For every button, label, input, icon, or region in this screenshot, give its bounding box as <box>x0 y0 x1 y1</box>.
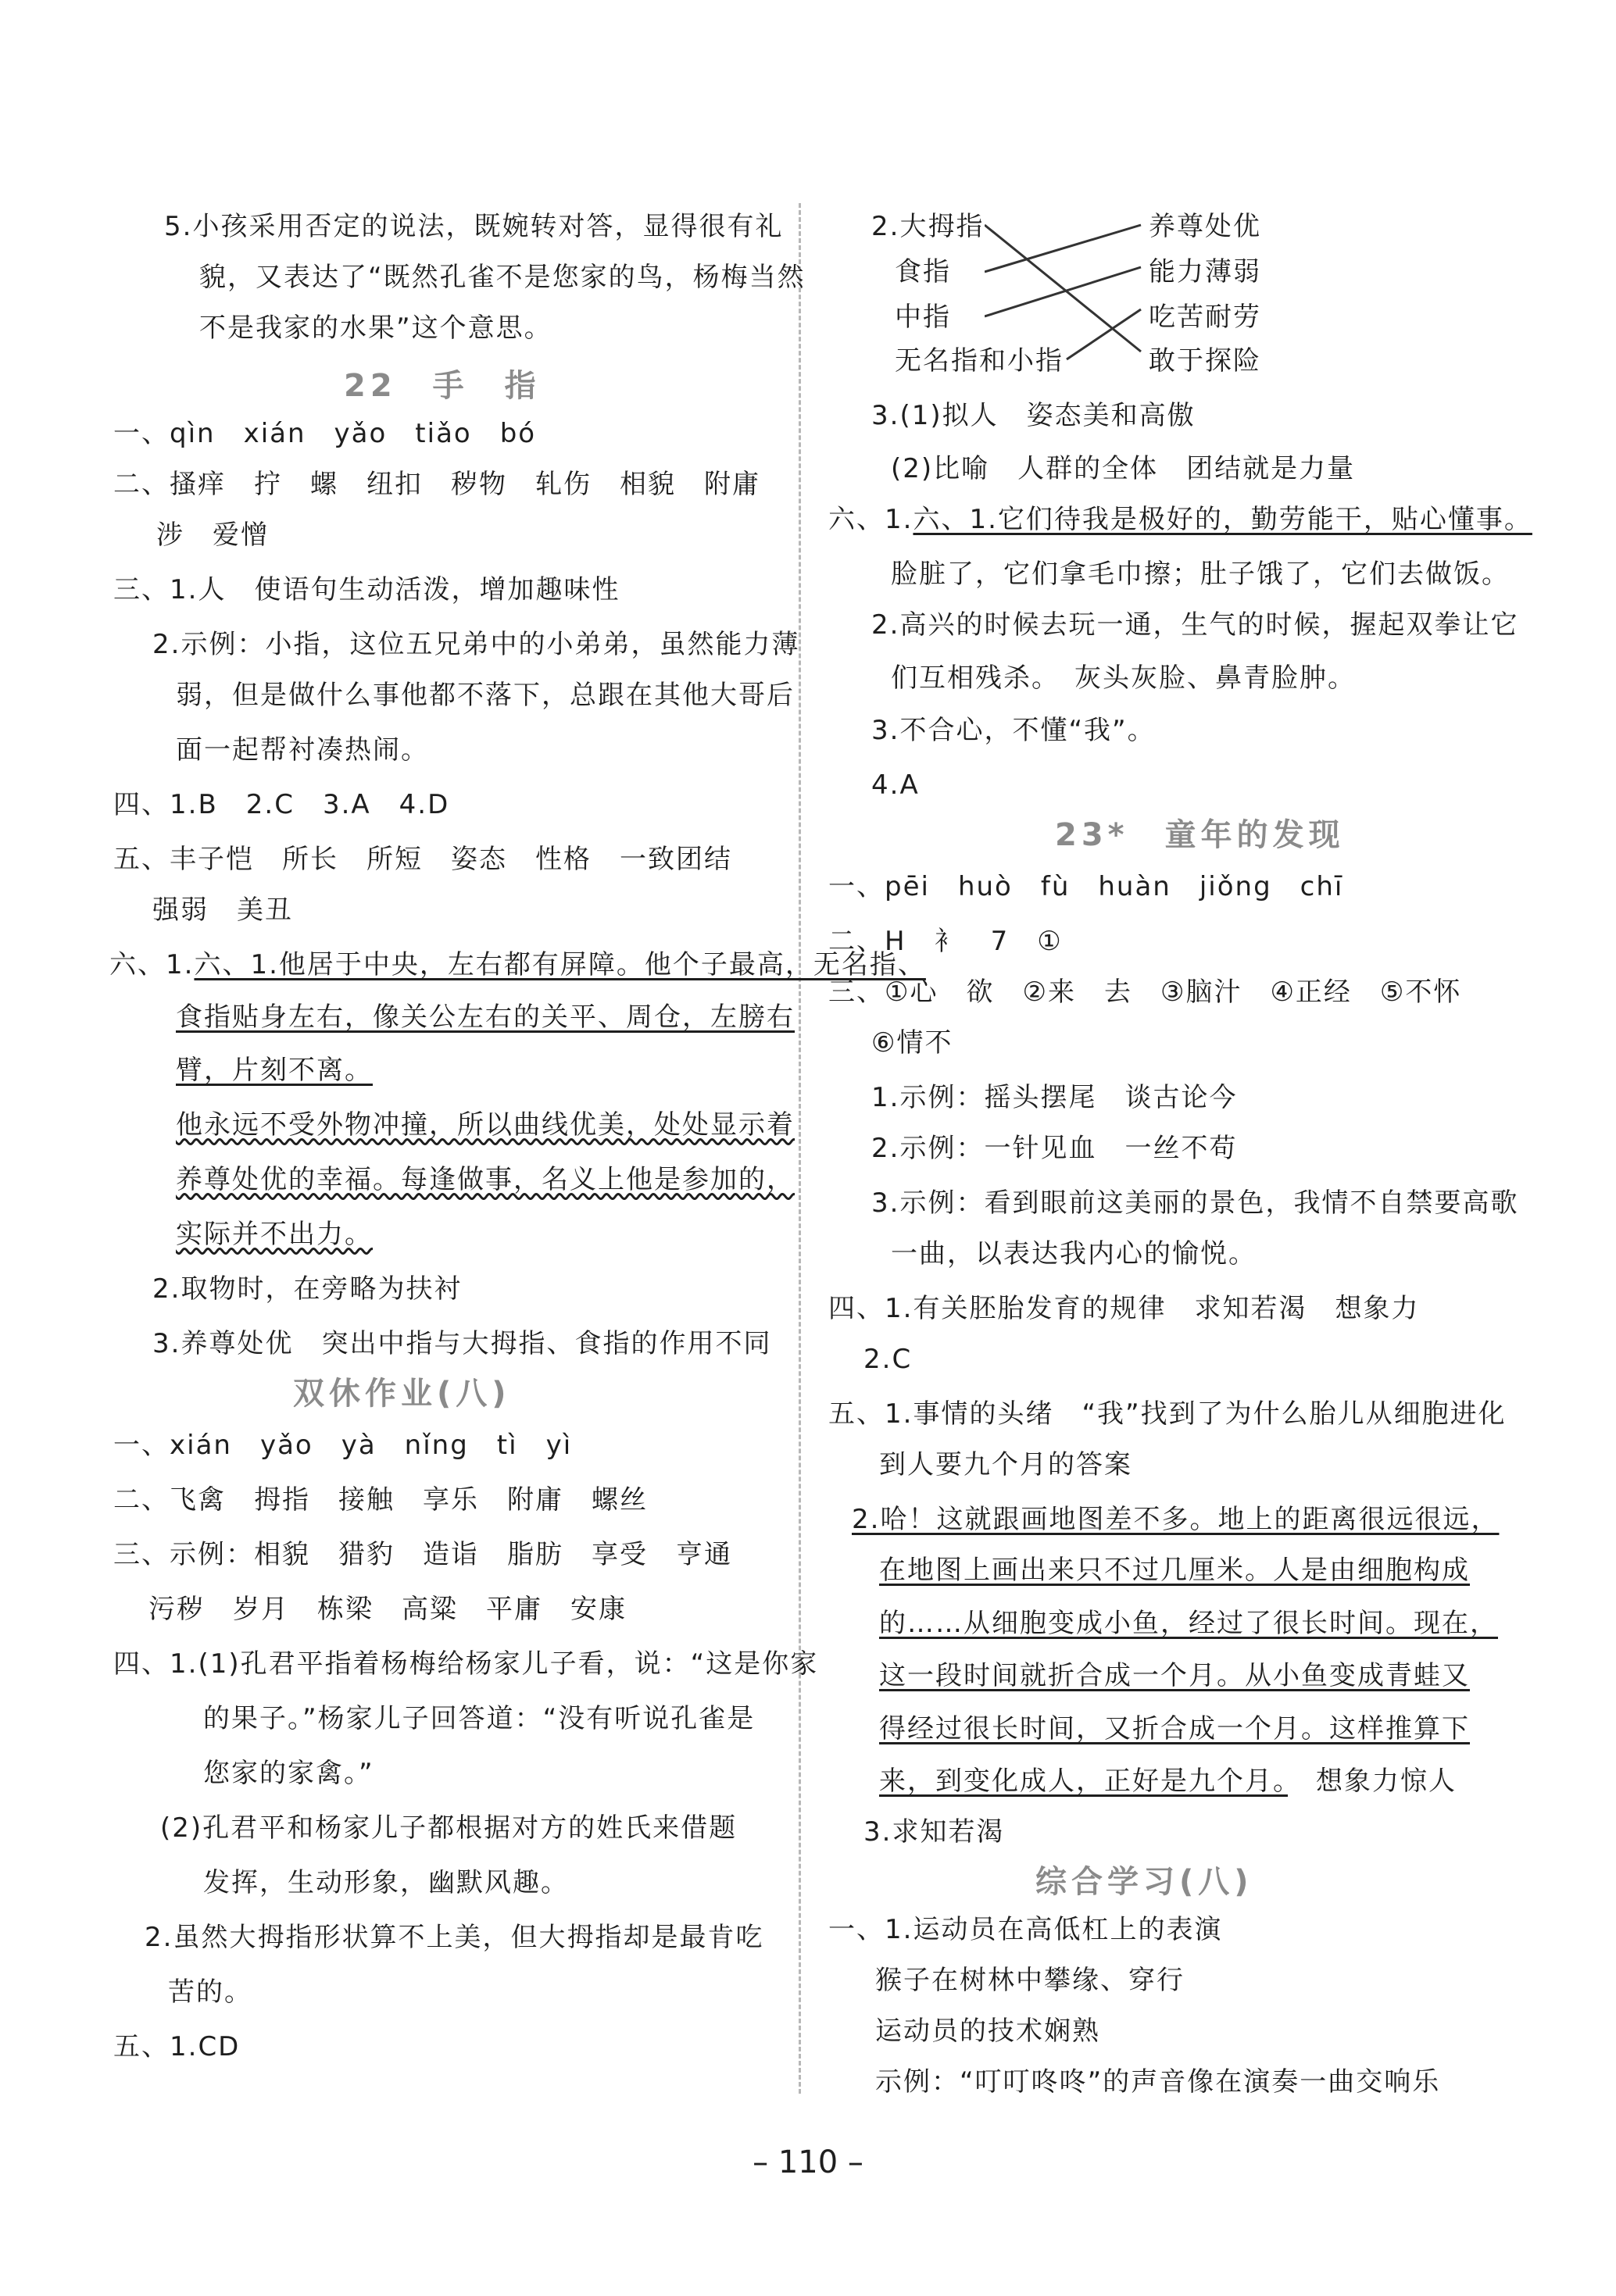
answer-line: 5.小孩采用否定的说法，既婉转对答，显得很有礼 <box>164 211 784 242</box>
match-right-item: 养尊处优 <box>1149 211 1261 242</box>
underlined-text: 臂，片刻不离。 <box>176 1055 373 1086</box>
match-line <box>985 267 1141 316</box>
answer-line: 五、1.事情的头绪 “我”找到了为什么胎儿从细胞进化 <box>828 1398 1507 1430</box>
match-left-item: 食指 <box>895 256 951 287</box>
answer-line: 2.示例：小指，这位五兄弟中的小弟弟，虽然能力薄 <box>152 629 800 660</box>
answer-line: 四、1.有关胚胎发育的规律 求知若渴 想象力 <box>828 1293 1420 1324</box>
answer-line: 五、丰子恺 所长 所短 姿态 性格 一致团结 <box>113 844 732 875</box>
answer-line: 2.示例：一针见血 一丝不苟 <box>871 1133 1238 1164</box>
weekend-homework-title: 双休作业(八) <box>293 1376 511 1412</box>
answer-line <box>176 1002 795 1034</box>
answer-line: 涉 爱憎 <box>156 520 269 551</box>
answer-line: 六、1.六、1.它们待我是极好的，勤劳能干，贴心懂事。 <box>828 504 1532 535</box>
answer-line: 一曲，以表达我内心的愉悦。 <box>891 1238 1257 1269</box>
answer-line: 三、1.人 使语句生动活泼，增加趣味性 <box>113 574 620 605</box>
underlined-text: 六、1.它们待我是极好的，勤劳能干，贴心懂事。 <box>913 504 1532 535</box>
answer-line <box>879 1660 1470 1692</box>
answer-line: 3.(1)拟人 姿态美和高傲 <box>871 400 1196 431</box>
answer-line: 发挥，生动形象，幽默风趣。 <box>203 1867 569 1898</box>
answer-line <box>879 1555 1470 1587</box>
answer-line: 强弱 美丑 <box>152 894 293 926</box>
answer-line: 面一起帮衬凑热闹。 <box>176 734 429 766</box>
answer-line: 3.不合心，不懂“我”。 <box>871 715 1156 746</box>
match-left-item: 无名指和小指 <box>895 345 1064 377</box>
match-right-item: 吃苦耐劳 <box>1149 302 1261 333</box>
answer-line: 们互相残杀。 灰头灰脸、鼻青脸肿。 <box>891 662 1356 694</box>
answer-line: 弱，但是做什么事他都不落下，总跟在其他大哥后 <box>176 680 795 711</box>
answer-line: 脸脏了，它们拿毛巾擦；肚子饿了，它们去做饭。 <box>891 559 1510 590</box>
match-line <box>985 225 1141 352</box>
answer-line: 三、①心 欲 ②来 去 ③脑汁 ④正经 ⑤不怀 <box>828 977 1462 1008</box>
answer-line <box>879 1608 1498 1640</box>
answer-line <box>852 1504 1499 1536</box>
answer-line: 三、示例：相貌 猎豹 造诣 脂肪 享受 亨通 <box>113 1539 732 1570</box>
answer-line: 二、搔痒 拧 螺 纽扣 秽物 轧伤 相貌 附庸 <box>113 469 760 500</box>
wavy-underlined-text: 实际并不出力。 <box>176 1219 373 1250</box>
answer-line: 不是我家的水果”这个意思。 <box>199 312 552 344</box>
answer-line: 到人要九个月的答案 <box>879 1449 1132 1480</box>
underlined-text: 食指贴身左右，像关公左右的关平、周仓，左膀右 <box>176 1002 795 1033</box>
answer-line: 运动员的技术娴熟 <box>875 2016 1100 2047</box>
answer-line <box>176 1055 373 1087</box>
answer-line: 3.养尊处优 突出中指与大拇指、食指的作用不同 <box>152 1328 772 1359</box>
underlined-text: 2.哈！这就跟画地图差不多。地上的距离很远很远， <box>852 1504 1500 1535</box>
answer-line <box>176 1164 795 1196</box>
wavy-underlined-text: 养尊处优的幸福。每逢做事，名义上他是参加的， <box>176 1164 795 1195</box>
lesson-22-title: 22 手 指 <box>344 368 541 404</box>
underlined-text: 这一段时间就折合成一个月。从小鱼变成青蛙又 <box>879 1660 1470 1691</box>
lesson-23-title: 23* 童年的发现 <box>1055 817 1345 853</box>
answer-line: 4.A <box>871 769 920 801</box>
match-left-item: 2.大拇指 <box>871 211 985 242</box>
answer-line: 猴子在树林中攀缘、穿行 <box>875 1965 1185 1996</box>
answer-line: 2.C <box>863 1344 913 1375</box>
answer-line: 3.示例：看到眼前这美丽的景色，我情不自禁要高歌 <box>871 1187 1519 1219</box>
answer-line: 五、1.CD <box>113 2031 241 2062</box>
answer-line: 的果子。”杨家儿子回答道：“没有听说孔雀是 <box>203 1703 756 1734</box>
answer-line: 污秽 岁月 栋梁 高粱 平庸 安康 <box>148 1594 627 1625</box>
answer-line: ⑥情不 <box>871 1027 953 1059</box>
answer-line: (2)比喻 人群的全体 团结就是力量 <box>891 453 1356 484</box>
answer-line <box>176 1219 373 1251</box>
answer-line <box>879 1713 1470 1745</box>
answer-line: 3.求知若渴 <box>863 1816 1005 1848</box>
answer-line: 2.高兴的时候去玩一通，生气的时候，握起双拳让它 <box>871 609 1519 641</box>
answer-line: 1.示例：摇头摆尾 谈古论今 <box>871 1082 1238 1113</box>
answer-line: 一、1.运动员在高低杠上的表演 <box>828 1914 1223 1945</box>
answer-line: 二、H 衤 7 ① <box>828 926 1063 957</box>
underlined-text: 得经过很长时间，又折合成一个月。这样推算下 <box>879 1713 1470 1744</box>
match-line <box>1067 309 1141 359</box>
answer-line: 示例：“叮叮咚咚”的声音像在演奏一曲交响乐 <box>875 2066 1441 2098</box>
answer-line: 四、1.(1)孔君平指着杨梅给杨家儿子看，说：“这是你家 <box>113 1648 819 1680</box>
underlined-text: 的……从细胞变成小鱼，经过了很长时间。现在， <box>879 1608 1498 1639</box>
answer-line: 六、1.六、1.他居于中央，左右都有屏障。他个子最高，无名指、 <box>109 949 926 980</box>
answer-line: 二、飞禽 拇指 接触 享乐 附庸 螺丝 <box>113 1484 648 1516</box>
answer-line: 貌，又表达了“既然孔雀不是您家的鸟，杨梅当然 <box>199 262 806 293</box>
match-line <box>985 225 1141 272</box>
underlined-text: 在地图上画出来只不过几厘米。人是由细胞构成 <box>879 1555 1470 1586</box>
underlined-text: 六、1.他居于中央，左右都有屏障。他个子最高，无名指、 <box>194 949 926 980</box>
match-right-item: 敢于探险 <box>1149 345 1261 377</box>
answer-line: 一、pēi huò fù huàn jiǒng chī <box>828 871 1344 902</box>
answer-line: 2.取物时，在旁略为扶衬 <box>152 1273 463 1305</box>
column-divider <box>799 203 801 2094</box>
answer-text: 想象力惊人 <box>1316 1766 1457 1797</box>
answer-line <box>879 1766 1457 1798</box>
integrated-study-title: 综合学习(八) <box>1035 1864 1253 1900</box>
answer-line <box>176 1109 795 1141</box>
wavy-underlined-text: 他永远不受外物冲撞，所以曲线优美，处处显示着 <box>176 1109 795 1141</box>
match-right-item: 能力薄弱 <box>1149 256 1261 287</box>
answer-line: (2)孔君平和杨家儿子都根据对方的姓氏来借题 <box>160 1812 738 1844</box>
answer-line: 一、qìn xián yǎo tiǎo bó <box>113 418 537 449</box>
match-left-item: 中指 <box>895 302 951 333</box>
page-number: – 110 – <box>753 2144 863 2180</box>
answer-line: 您家的家禽。” <box>203 1758 374 1789</box>
answer-line: 四、1.B 2.C 3.A 4.D <box>113 789 450 820</box>
answer-line: 2.虽然大拇指形状算不上美，但大拇指却是最肯吃 <box>145 1922 764 1953</box>
answer-line: 苦的。 <box>168 1976 252 2008</box>
underlined-text: 来，到变化成人，正好是九个月。 <box>879 1766 1288 1797</box>
answer-line: 一、xián yǎo yà nǐng tì yì <box>113 1430 573 1461</box>
